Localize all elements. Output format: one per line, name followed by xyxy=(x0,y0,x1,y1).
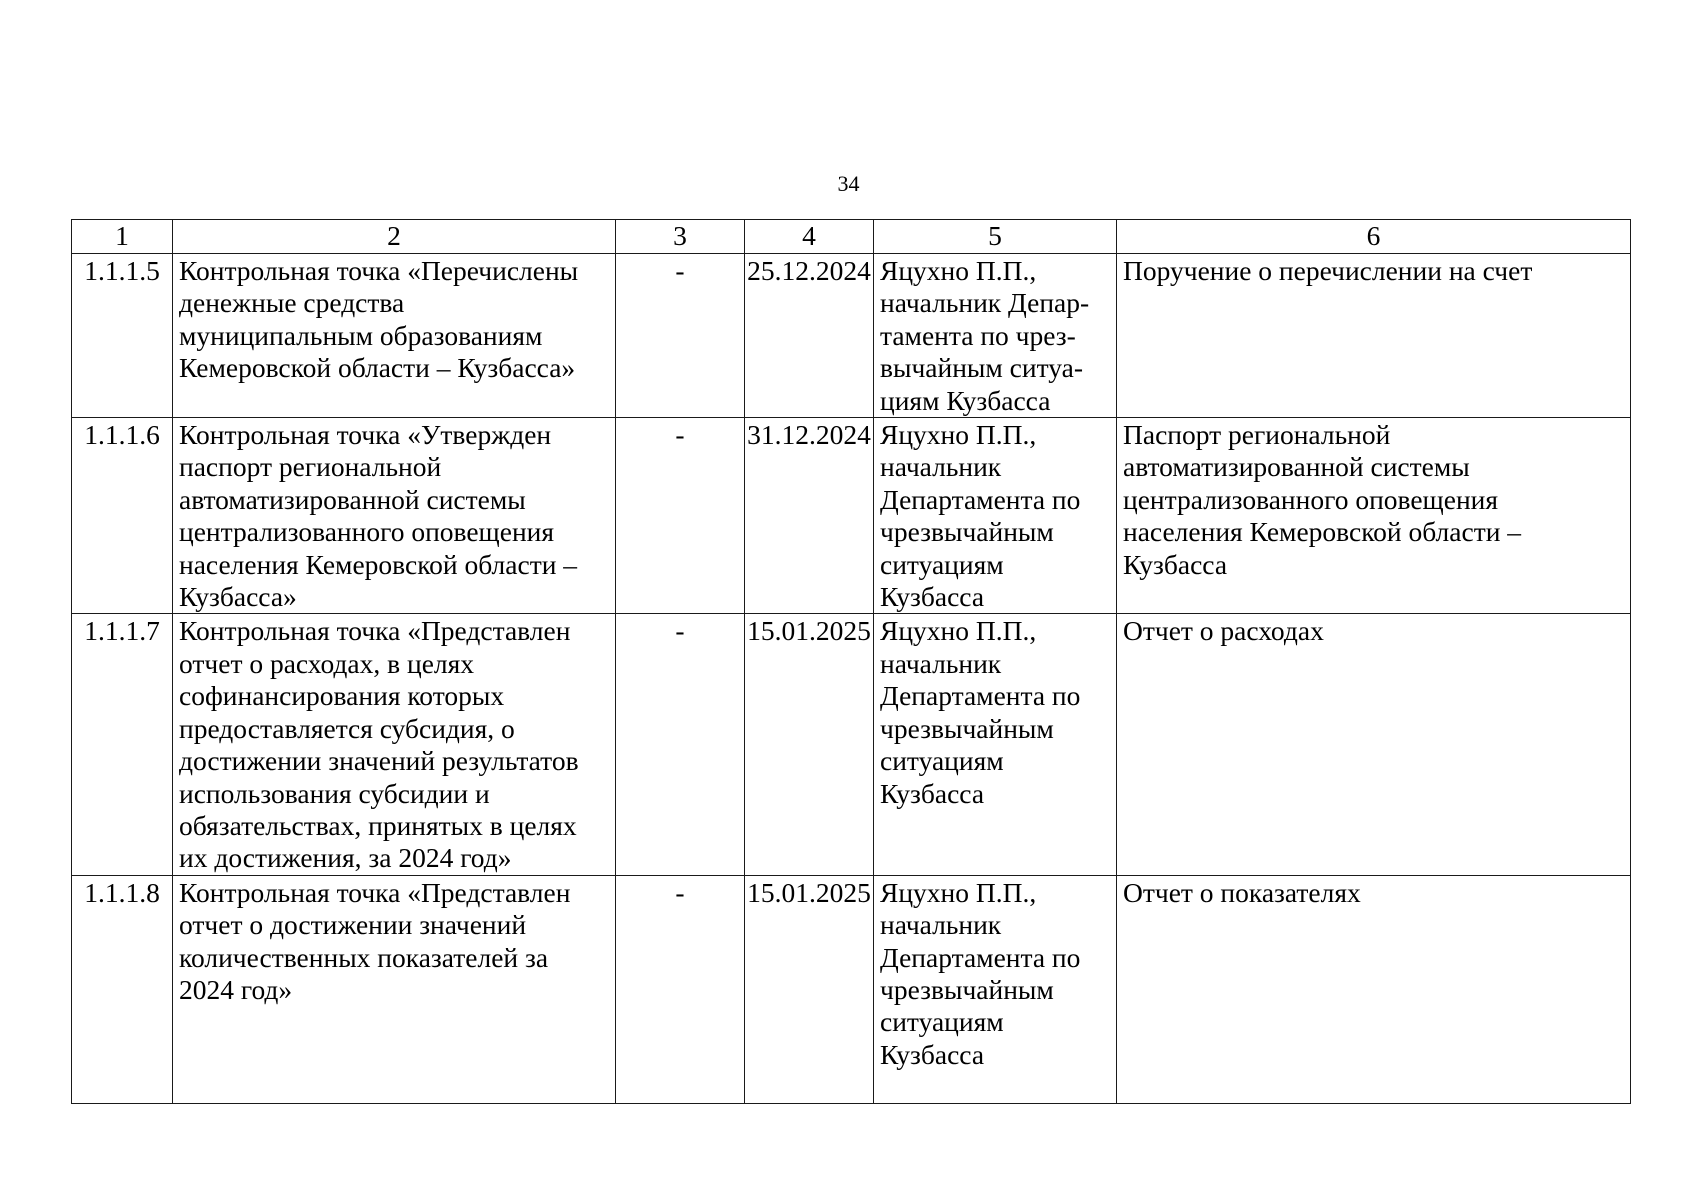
table-header-row xyxy=(72,220,1631,254)
column-header: 5 xyxy=(874,220,1117,254)
column-header: 3 xyxy=(616,220,745,254)
result-document: Отчет о расходах xyxy=(1117,614,1631,875)
result-document: Отчет о показателях xyxy=(1117,875,1631,1103)
row-number: 1.1.1.7 xyxy=(72,614,173,875)
control-points-table xyxy=(71,219,1631,1104)
responsible-person: Яцухно П.П., начальник Департамента по чрезвычайным ситуациям Кузбасса xyxy=(874,614,1117,875)
table-row xyxy=(72,254,1631,418)
column-header: 1 xyxy=(72,220,173,254)
table-row xyxy=(72,875,1631,1103)
column-3-value: - xyxy=(616,614,745,875)
responsible-person: Яцухно П.П., начальник Департамента по чрезвычайным ситуациям Кузбасса xyxy=(874,418,1117,614)
row-number: 1.1.1.8 xyxy=(72,875,173,1103)
column-3-value: - xyxy=(616,875,745,1103)
column-header: 4 xyxy=(745,220,874,254)
column-3-value: - xyxy=(616,418,745,614)
control-point-name: Контрольная точка «Утвержден паспорт региональной автоматизированной системы централизованного оповещения населения Кемеровской области – Кузбасса» xyxy=(173,418,616,614)
deadline-date: 31.12.2024 xyxy=(745,418,874,614)
page-number: 34 xyxy=(837,171,860,196)
column-header: 6 xyxy=(1117,220,1631,254)
control-point-name: Контрольная точка «Представлен отчет о достижении значений количественных показателей за 2024 год» xyxy=(173,875,616,1103)
deadline-date: 15.01.2025 xyxy=(745,875,874,1103)
table-row xyxy=(72,418,1631,614)
column-3-value: - xyxy=(616,254,745,418)
row-number: 1.1.1.5 xyxy=(72,254,173,418)
deadline-date: 25.12.2024 xyxy=(745,254,874,418)
row-number: 1.1.1.6 xyxy=(72,418,173,614)
responsible-person: Яцухно П.П., начальник Департамента по чрезвычайным ситуациям Кузбасса xyxy=(874,875,1117,1103)
control-point-name: Контрольная точка «Перечислены денежные средства муниципальным образованиям Кемеровской области – Кузбасса» xyxy=(173,254,616,418)
table-row xyxy=(72,614,1631,875)
result-document: Паспорт региональной автоматизированной системы централизованного оповещения населения Кемеровской области – Кузбасса xyxy=(1117,418,1631,614)
deadline-date: 15.01.2025 xyxy=(745,614,874,875)
result-document: Поручение о перечислении на счет xyxy=(1117,254,1631,418)
column-header: 2 xyxy=(173,220,616,254)
responsible-person: Яцухно П.П., начальник Депар- тамента по чрез- вычайным ситуа- циям Кузбасса xyxy=(874,254,1117,418)
control-point-name: Контрольная точка «Представлен отчет о расходах, в целях софинансирования которых предоставляется субсидия, о достижении значений результатов использования субсидии и обязательствах, принятых в целях их достижения, за 2024 год» xyxy=(173,614,616,875)
